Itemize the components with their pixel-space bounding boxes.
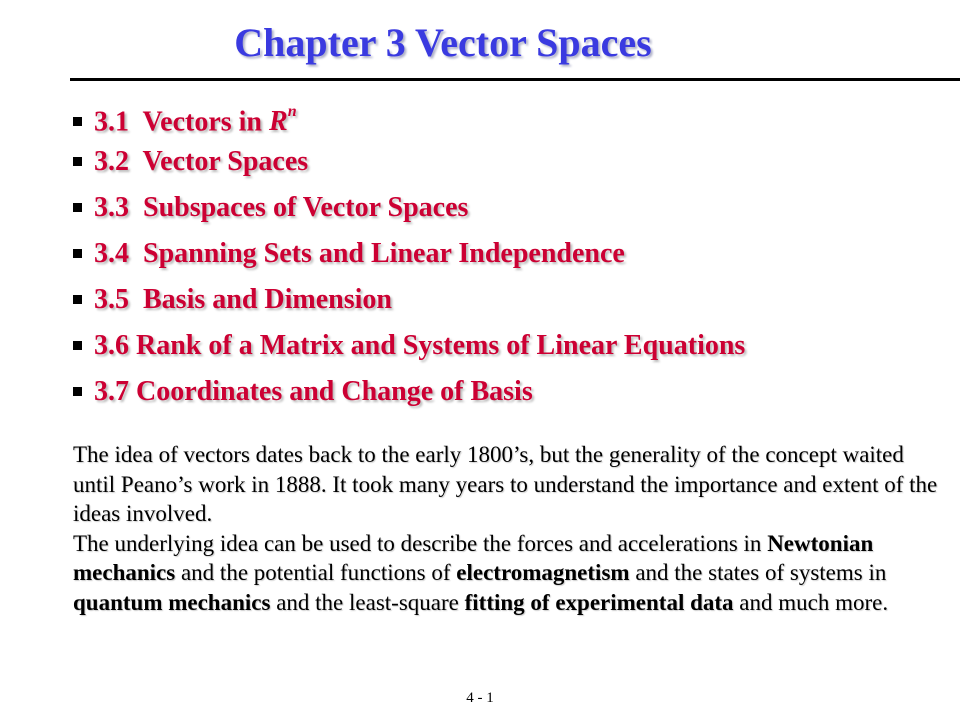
bullet-square-icon: [73, 341, 82, 350]
paragraph-applications: [73, 529, 943, 618]
bullet-square-icon: [73, 295, 82, 304]
toc-item-3-1: [73, 96, 297, 136]
bullet-square-icon: [73, 117, 82, 126]
term-quantum-mechanics: quantum mechanics: [73, 589, 271, 615]
toc-math-rn: $R^n$: [269, 103, 297, 138]
title-underline: [70, 78, 960, 81]
term-fitting-experimental-data: fitting of experimental data: [464, 589, 734, 615]
toc-label: Coordinates and Change of Basis: [136, 376, 533, 407]
toc-item-3-7: [73, 372, 533, 412]
bullet-square-icon: [73, 249, 82, 258]
toc-label: Subspaces of Vector Spaces: [143, 192, 469, 223]
toc-label: Vectors in: [142, 106, 270, 138]
toc-number: 3.1: [94, 106, 129, 138]
text-run: and the states of systems in: [629, 560, 887, 586]
toc-number: 3.2: [94, 146, 129, 177]
text-run: and the potential functions of: [175, 560, 457, 586]
body-text: [73, 440, 943, 618]
text-run: and much more.: [733, 589, 889, 615]
text-run: and the least-square: [270, 589, 465, 615]
bullet-square-icon: [73, 203, 82, 212]
page-number: 4 - 1: [466, 690, 494, 706]
bullet-square-icon: [73, 157, 82, 166]
term-electromagnetism: electromagnetism: [456, 560, 630, 586]
toc-label: Basis and Dimension: [143, 284, 392, 315]
toc-item-3-5: [73, 280, 392, 320]
toc-number: 3.7: [94, 376, 129, 407]
text-run: The underlying idea can be used to describe the forces and accelerations in: [73, 530, 768, 556]
toc-number: 3.4: [94, 238, 129, 269]
paragraph-history: The idea of vectors dates back to the early 1800’s, but the generality of the concept waited until Peano’s work in 1888. It took many years to understand the importance and extent of the ideas involved.: [73, 442, 938, 527]
slide-title: Chapter 3 Vector Spaces: [234, 20, 652, 65]
toc-item-3-6: [73, 326, 745, 366]
toc-number: 3.6: [94, 330, 129, 361]
toc-item-3-2: [73, 142, 308, 182]
bullet-square-icon: [73, 387, 82, 396]
toc-label: Vector Spaces: [142, 146, 309, 177]
toc-item-3-3: [73, 188, 468, 228]
toc-number: 3.5: [94, 284, 129, 315]
toc-label: Spanning Sets and Linear Independence: [143, 238, 625, 269]
term-newtonian-mechanics: Newtonian mechanics: [73, 530, 874, 586]
toc-number: 3.3: [94, 192, 129, 223]
toc-label: Rank of a Matrix and Systems of Linear Equations: [136, 330, 746, 361]
toc-item-3-4: [73, 234, 625, 274]
